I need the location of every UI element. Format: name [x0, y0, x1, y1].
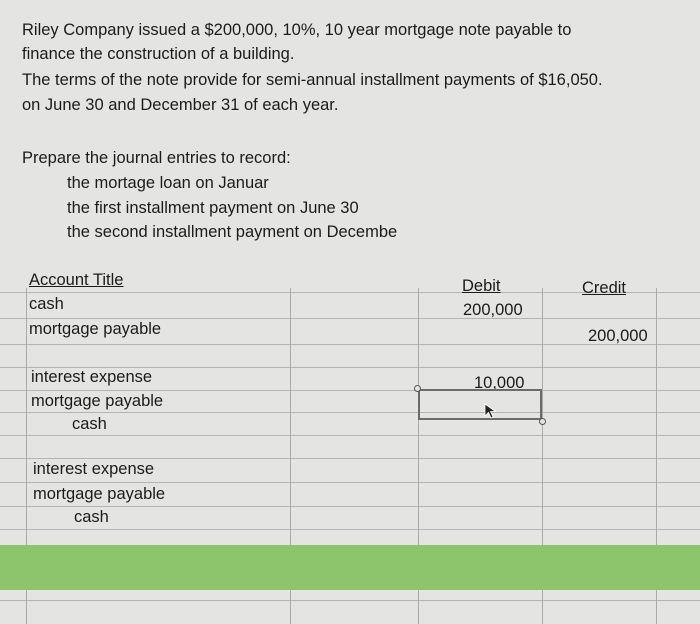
mouse-pointer-icon: [484, 403, 500, 424]
problem-line-3: The terms of the note provide for semi-annual installment payments of $16,050.: [22, 71, 603, 89]
instructions-heading: Prepare the journal entries to record:: [22, 149, 291, 167]
entry1-account-1[interactable]: cash: [29, 295, 64, 313]
entry3-account-3[interactable]: cash: [74, 508, 109, 526]
instruction-item: the mortage loan on Januar: [67, 174, 269, 192]
problem-line-4: on June 30 and December 31 of each year.: [22, 96, 339, 114]
header-debit: Debit: [462, 277, 501, 295]
resize-handle-bottom-right[interactable]: [539, 418, 546, 425]
entry1-account-2[interactable]: mortgage payable: [29, 320, 162, 338]
entry1-credit[interactable]: 200,000: [588, 327, 648, 345]
entry2-debit[interactable]: 10,000: [474, 374, 525, 392]
header-credit: Credit: [582, 279, 627, 297]
selected-cell-box[interactable]: [418, 389, 542, 420]
highlighted-row: [0, 545, 700, 590]
entry1-debit[interactable]: 200,000: [463, 301, 523, 319]
header-account-title: Account Title: [29, 271, 124, 289]
entry2-account-1[interactable]: interest expense: [31, 368, 153, 386]
problem-line-2: finance the construction of a building.: [22, 45, 295, 63]
problem-line-1: Riley Company issued a $200,000, 10%, 10 year mortgage note payable to: [22, 21, 572, 39]
entry3-account-2[interactable]: mortgage payable: [33, 485, 166, 503]
entry2-account-2[interactable]: mortgage payable: [31, 392, 164, 410]
instruction-item: the first installment payment on June 30: [67, 199, 359, 217]
instruction-item: the second installment payment on Decembe: [67, 223, 398, 241]
resize-handle-top-left[interactable]: [414, 385, 421, 392]
entry3-account-1[interactable]: interest expense: [33, 460, 155, 478]
entry2-account-3[interactable]: cash: [72, 415, 107, 433]
